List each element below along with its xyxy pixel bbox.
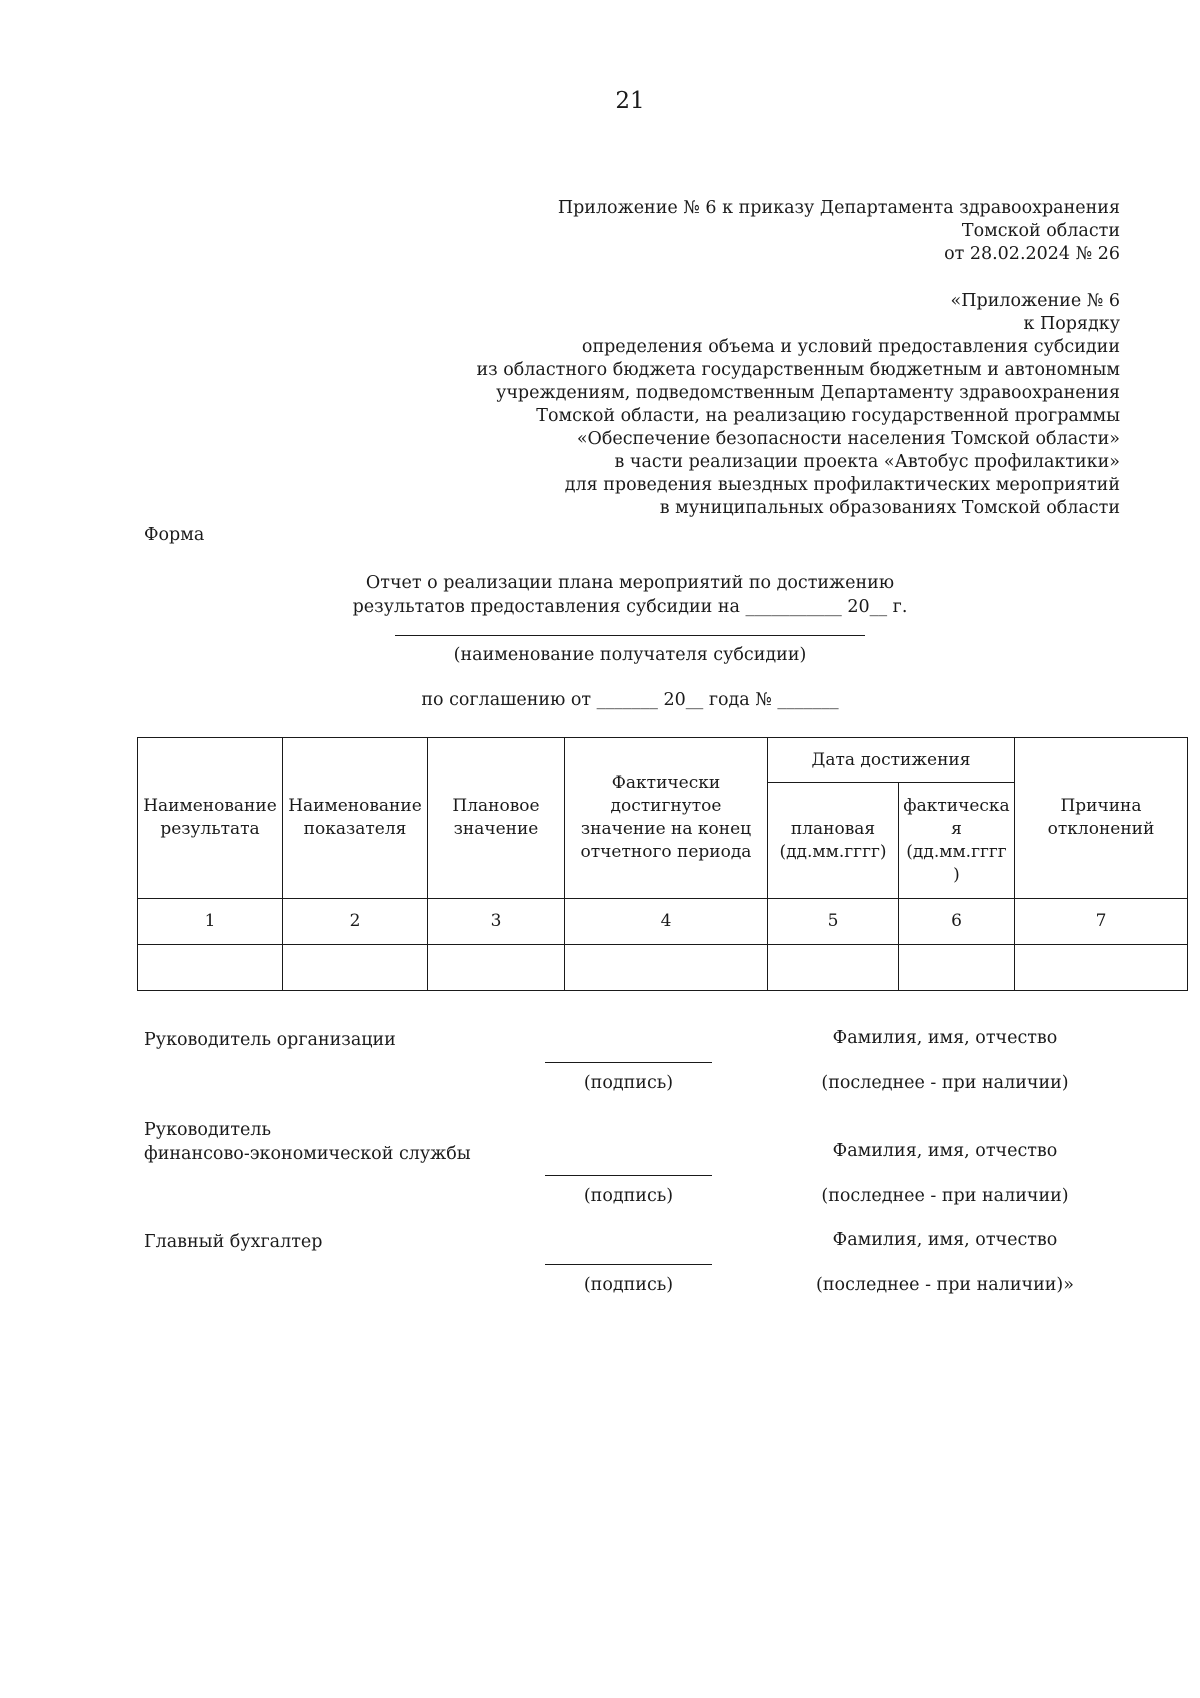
column-number: 4 <box>565 899 768 945</box>
name-note: (последнее - при наличии) <box>821 1186 1069 1206</box>
report-title-block <box>0 571 1200 712</box>
signatory-role-line2: финансово-экономической службы <box>144 1144 471 1164</box>
appendix-inner-line: «Приложение № 6 <box>950 291 1120 311</box>
agreement-line: по соглашению от _______ 20__ года № _______ <box>421 690 839 710</box>
report-title-line2: результатов предоставления субсидии на ___________ 20__ г. <box>352 597 908 617</box>
appendix-inner-line: определения объема и условий предоставления субсидии <box>581 337 1120 357</box>
appendix-header-line: Томской области <box>961 221 1120 241</box>
signature-line <box>545 1061 712 1063</box>
appendix-inner-line: из областного бюджета государственным бюджетным и автономным <box>476 360 1120 380</box>
empty-cell <box>768 945 899 991</box>
appendix-inner-line: в муниципальных образованиях Томской области <box>659 498 1120 518</box>
signature-line <box>545 1263 712 1265</box>
appendix-header-line: от 28.02.2024 № 26 <box>944 244 1120 264</box>
signatory-role: Главный бухгалтер <box>144 1232 323 1252</box>
form-label: Форма <box>144 525 205 545</box>
name-note: (последнее - при наличии) <box>821 1073 1069 1093</box>
empty-cell <box>428 945 565 991</box>
appendix-inner-line: для проведения выездных профилактических мероприятий <box>564 475 1120 495</box>
table-row <box>138 945 1188 991</box>
column-number: 7 <box>1015 899 1188 945</box>
appendix-inner-line: «Обеспечение безопасности населения Томской области» <box>576 429 1120 449</box>
column-number: 6 <box>899 899 1015 945</box>
header-actual-value: Фактически достигнутое значение на конец отчетного периода <box>565 738 768 899</box>
appendix-inner-line: в части реализации проекта «Автобус профилактики» <box>614 452 1120 472</box>
header-actual-date: фактическа я (дд.мм.гггг ) <box>899 783 1015 899</box>
name-label: Фамилия, имя, отчество <box>832 1028 1058 1048</box>
empty-cell <box>899 945 1015 991</box>
signatory-role: Руководитель <box>144 1120 272 1140</box>
appendix-inner-line: к Порядку <box>1023 314 1120 334</box>
appendix-inner-line: учреждениям, подведомственным Департаменту здравоохранения <box>496 383 1120 403</box>
column-number: 2 <box>283 899 428 945</box>
recipient-name-line <box>395 621 865 636</box>
report-title-line1: Отчет о реализации плана мероприятий по достижению <box>365 573 895 593</box>
appendix-inner-line: Томской области, на реализацию государственной программы <box>536 406 1120 426</box>
signatory-role: Руководитель организации <box>144 1030 396 1050</box>
header-deviation-reason: Причина отклонений <box>1015 738 1188 899</box>
name-label: Фамилия, имя, отчество <box>832 1141 1058 1161</box>
column-number: 3 <box>428 899 565 945</box>
header-planned-date: плановая (дд.мм.гггг) <box>768 783 899 899</box>
signature-caption: (подпись) <box>583 1186 674 1206</box>
signature-caption: (подпись) <box>583 1073 674 1093</box>
page-number: 21 <box>615 88 645 114</box>
appendix-header-line: Приложение № 6 к приказу Департамента здравоохранения <box>557 198 1120 218</box>
empty-cell <box>1015 945 1188 991</box>
header-indicator-name: Наименование показателя <box>283 738 428 899</box>
signature-caption: (подпись) <box>583 1275 674 1295</box>
column-number: 5 <box>768 899 899 945</box>
recipient-caption: (наименование получателя субсидии) <box>453 645 807 665</box>
empty-cell <box>283 945 428 991</box>
column-number: 1 <box>138 899 283 945</box>
report-table <box>137 737 1188 991</box>
header-achievement-date: Дата достижения <box>768 738 1015 783</box>
header-planned-value: Плановое значение <box>428 738 565 899</box>
signature-line <box>545 1174 712 1176</box>
empty-cell <box>138 945 283 991</box>
empty-cell <box>565 945 768 991</box>
appendix-block <box>476 197 1120 520</box>
name-label: Фамилия, имя, отчество <box>832 1230 1058 1250</box>
name-note: (последнее - при наличии)» <box>816 1275 1074 1295</box>
header-result-name: Наименование результата <box>138 738 283 899</box>
